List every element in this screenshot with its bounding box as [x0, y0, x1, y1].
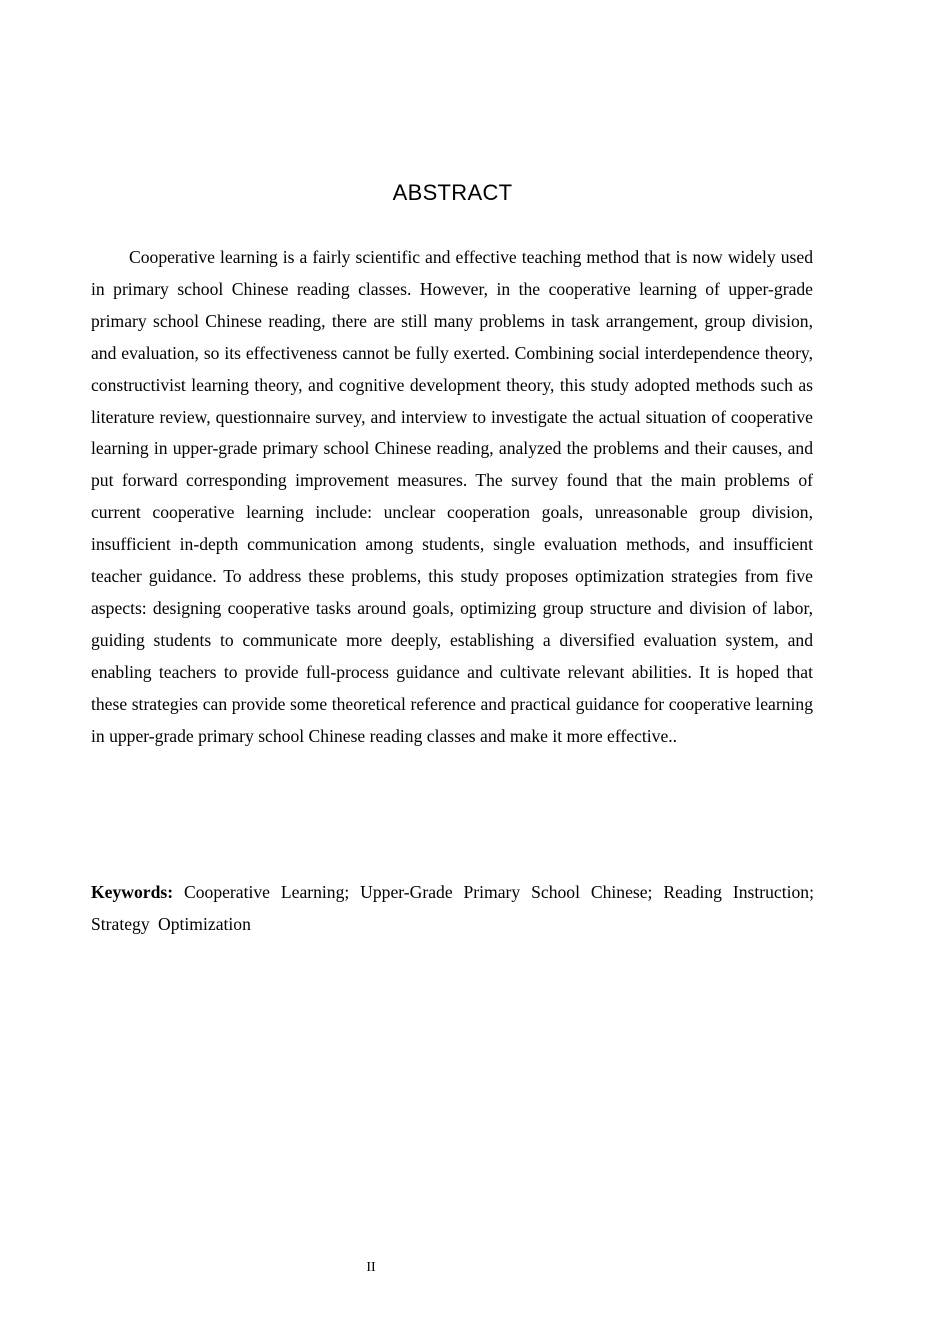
abstract-body: Cooperative learning is a fairly scientific and effective teaching method that is now widely used in primary school Chinese reading classes. However, in the cooperative learning of upper-grade primary school Chinese reading, there are still many problems in task arrangement, group division, and evaluation, so its effectiveness cannot be fully exerted. Combining social interdependence theory, constructivist learning theory, and cognitive development theory, this study adopted methods such as literature review, questionnaire survey, and interview to investigate the actual situation of cooperative learning in upper-grade primary school Chinese reading, analyzed the problems and their causes, and put forward corresponding improvement measures. The survey found that the main problems of current cooperative learning include: unclear cooperation goals, unreasonable group division, insufficient in-depth communication among students, single evaluation methods, and insufficient teacher guidance. To address these problems, this study proposes optimization strategies from five aspects: designing cooperative tasks around goals, optimizing group structure and division of labor, guiding students to communicate more deeply, establishing a diversified evaluation system, and enabling teachers to provide full-process guidance and cultivate relevant abilities. It is hoped that these strategies can provide some theoretical reference and practical guidance for cooperative learning in upper-grade primary school Chinese reading classes and make it more effective.. [91, 247, 813, 746]
abstract-title: ABSTRACT [392, 180, 513, 205]
keywords-label: Keywords: [91, 882, 174, 902]
keywords-paragraph [91, 877, 814, 941]
page-number: II [366, 1260, 376, 1275]
keywords-list: Cooperative Learning; Upper-Grade Primary School Chinese; Reading Instruction; Strategy Optimization [91, 882, 814, 934]
